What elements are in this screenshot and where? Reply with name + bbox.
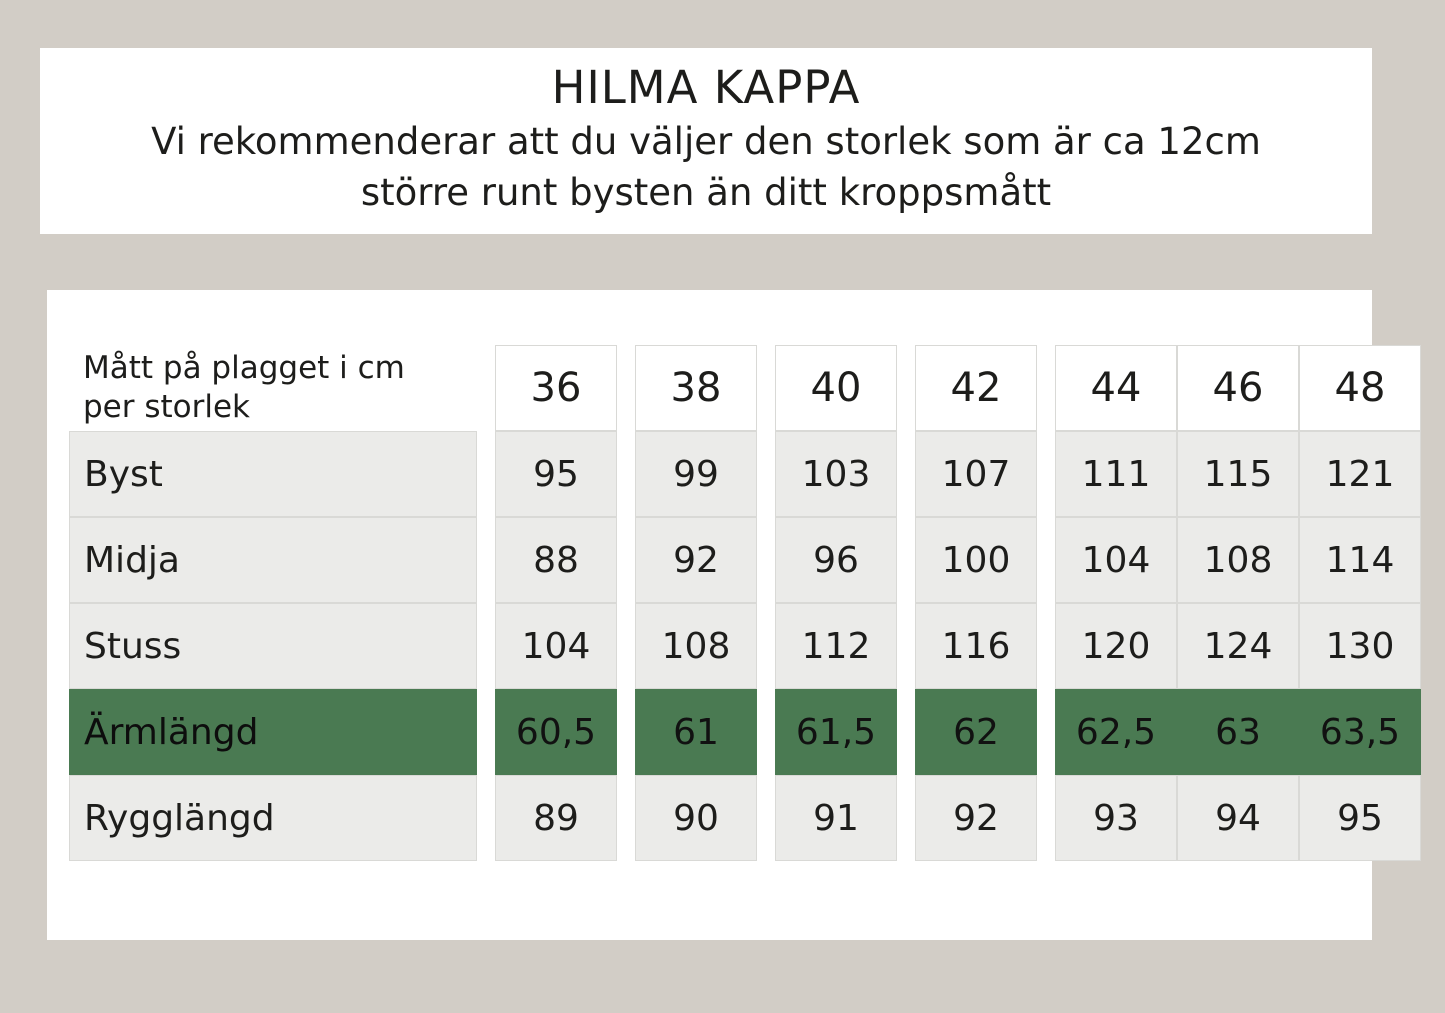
spacer-cell (617, 603, 635, 689)
table-row (69, 431, 1421, 517)
cell-byst-48: 121 (1299, 431, 1421, 517)
cell-byst-36: 95 (495, 431, 617, 517)
cell-stuss-36: 104 (495, 603, 617, 689)
size-header-38: 38 (635, 345, 757, 431)
row-label-armlangd: Ärmlängd (69, 689, 477, 775)
cell-rygglangd-42: 92 (915, 775, 1037, 861)
cell-midja-40: 96 (775, 517, 897, 603)
spacer-cell (477, 775, 495, 861)
spacer-cell (897, 431, 915, 517)
spacer-cell (1037, 345, 1055, 431)
recommendation-line-2: större runt bysten än ditt kroppsmått (360, 171, 1052, 215)
cell-midja-38: 92 (635, 517, 757, 603)
table-row (69, 775, 1421, 861)
spacer-cell (477, 431, 495, 517)
recommendation-line-1: Vi rekommenderar att du väljer den storlek som är ca 12cm (151, 119, 1261, 163)
size-table-body (69, 345, 1421, 861)
cell-byst-44: 111 (1055, 431, 1177, 517)
row-label-byst: Byst (69, 431, 477, 517)
header-card (40, 48, 1372, 234)
spacer-cell (1037, 603, 1055, 689)
spacer-cell (897, 603, 915, 689)
row-label-rygglangd: Rygglängd (69, 775, 477, 861)
spacer-cell (617, 775, 635, 861)
spacer-cell (617, 689, 635, 775)
cell-midja-36: 88 (495, 517, 617, 603)
table-header-row (69, 345, 1421, 431)
spacer-cell (757, 431, 775, 517)
spacer-cell (757, 689, 775, 775)
cell-stuss-40: 112 (775, 603, 897, 689)
page-title: HILMA KAPPA (551, 61, 861, 114)
row-label-stuss: Stuss (69, 603, 477, 689)
spacer-cell (757, 603, 775, 689)
cell-stuss-48: 130 (1299, 603, 1421, 689)
cell-midja-48: 114 (1299, 517, 1421, 603)
spacer-cell (757, 517, 775, 603)
spacer-cell (617, 517, 635, 603)
cell-armlangd-42: 62 (915, 689, 1037, 775)
spacer-cell (1037, 517, 1055, 603)
cell-stuss-46: 124 (1177, 603, 1299, 689)
spacer-cell (477, 345, 495, 431)
spacer-cell (897, 775, 915, 861)
spacer-cell (477, 689, 495, 775)
cell-rygglangd-40: 91 (775, 775, 897, 861)
cell-armlangd-48: 63,5 (1299, 689, 1421, 775)
table-row (69, 517, 1421, 603)
table-card (47, 290, 1401, 940)
cell-stuss-44: 120 (1055, 603, 1177, 689)
spacer-cell (897, 689, 915, 775)
cell-armlangd-40: 61,5 (775, 689, 897, 775)
cell-armlangd-36: 60,5 (495, 689, 617, 775)
spacer-cell (477, 517, 495, 603)
cell-byst-38: 99 (635, 431, 757, 517)
cell-midja-46: 108 (1177, 517, 1299, 603)
spacer-cell (897, 345, 915, 431)
cell-rygglangd-38: 90 (635, 775, 757, 861)
size-table (69, 345, 1421, 861)
cell-byst-46: 115 (1177, 431, 1299, 517)
size-header-40: 40 (775, 345, 897, 431)
spacer-cell (1037, 689, 1055, 775)
cell-armlangd-44: 62,5 (1055, 689, 1177, 775)
size-header-48: 48 (1299, 345, 1421, 431)
spacer-cell (477, 603, 495, 689)
corner-label-line-1: Mått på plagget i cm (83, 350, 405, 387)
cell-rygglangd-36: 89 (495, 775, 617, 861)
cell-rygglangd-46: 94 (1177, 775, 1299, 861)
row-label-midja: Midja (69, 517, 477, 603)
table-row (69, 603, 1421, 689)
spacer-cell (617, 345, 635, 431)
cell-armlangd-38: 61 (635, 689, 757, 775)
size-header-44: 44 (1055, 345, 1177, 431)
corner-label-cell (69, 345, 477, 431)
cell-midja-44: 104 (1055, 517, 1177, 603)
spacer-cell (1037, 431, 1055, 517)
size-header-36: 36 (495, 345, 617, 431)
cell-byst-42: 107 (915, 431, 1037, 517)
cell-stuss-38: 108 (635, 603, 757, 689)
cell-midja-42: 100 (915, 517, 1037, 603)
spacer-cell (757, 345, 775, 431)
size-table-wrapper (69, 345, 1401, 861)
corner-label-line-2: per storlek (83, 389, 251, 425)
cell-rygglangd-48: 95 (1299, 775, 1421, 861)
size-header-42: 42 (915, 345, 1037, 431)
cell-byst-40: 103 (775, 431, 897, 517)
size-header-46: 46 (1177, 345, 1299, 431)
spacer-cell (757, 775, 775, 861)
table-row-highlighted (69, 689, 1421, 775)
spacer-cell (897, 517, 915, 603)
cell-rygglangd-44: 93 (1055, 775, 1177, 861)
cell-stuss-42: 116 (915, 603, 1037, 689)
spacer-cell (617, 431, 635, 517)
spacer-cell (1037, 775, 1055, 861)
cell-armlangd-46: 63 (1177, 689, 1299, 775)
